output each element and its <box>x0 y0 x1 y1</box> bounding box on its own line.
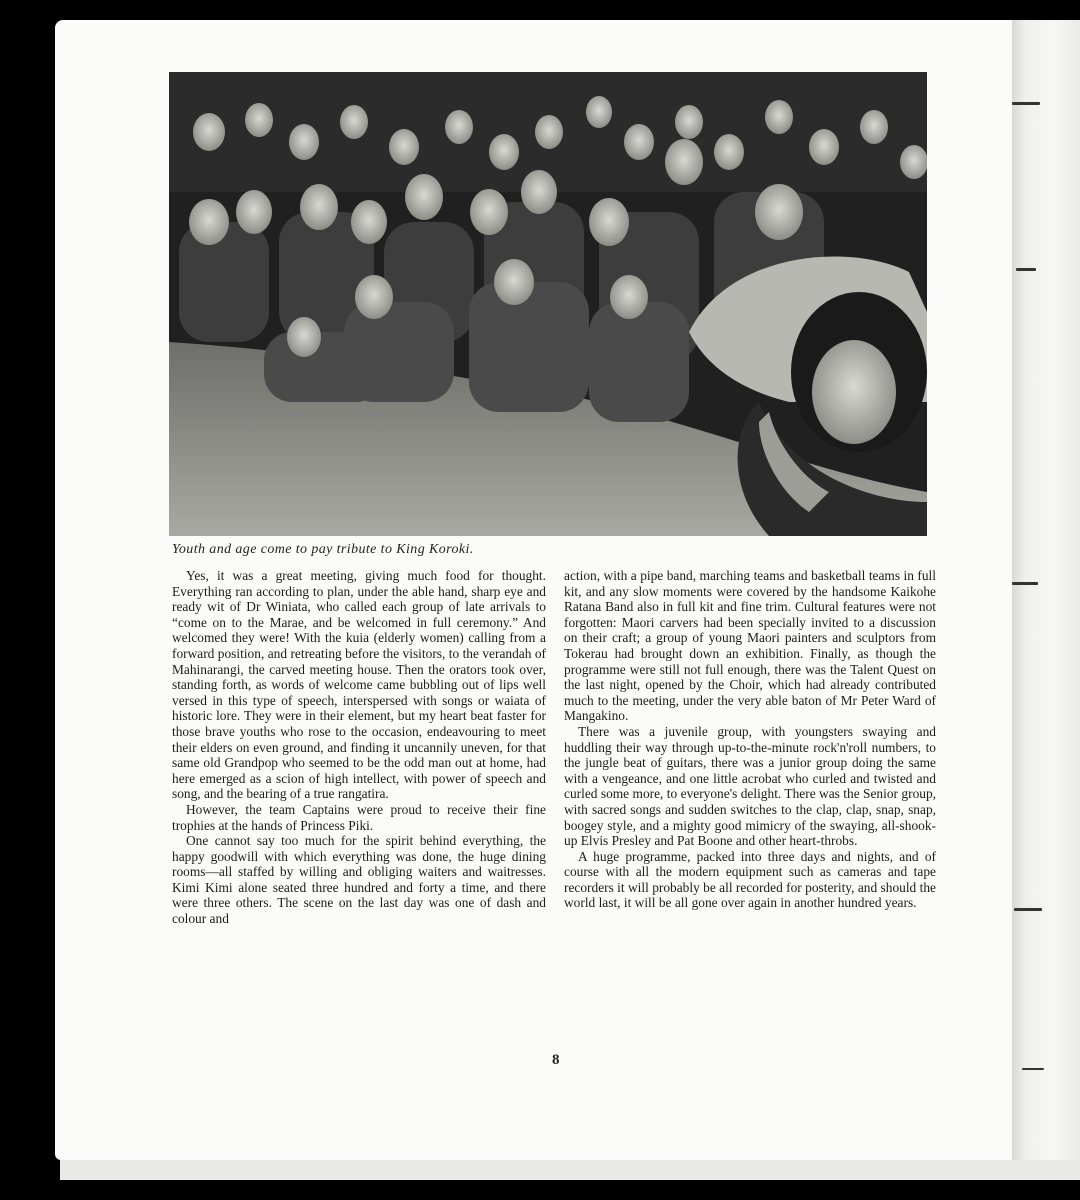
article-paragraph: One cannot say too much for the spirit behind everything, the happy goodwill with which everything was done, the huge dining rooms—all staffed by willing and obliging waiters and waitresses. Kimi Kimi alone seated three hundred and forty a time, and there were three others. The scene on the last day was one of dash and colour and <box>172 833 546 927</box>
article-paragraph-continued: action, with a pipe band, marching teams and basketball teams in full kit, and any slow moments were covered by the handsome Kaikohe Ratana Band also in full kit and fine trim. Cultural features were not forgotten: Maori carvers had been specially invited to a discussion on their craft; a group of young Maori painters and sculptors from Tokerau had brought down an exhibition. Finally, as though the programme were still not full enough, there was the Talent Quest on the last night, opened by the Choir, which had already contributed much to the meeting, under the very able baton of Mr Peter Ward of Mangakino. <box>564 568 936 724</box>
edge-ink-mark <box>1012 582 1038 585</box>
facing-page-edge <box>1012 20 1080 1180</box>
edge-ink-mark <box>1016 268 1036 271</box>
page-bottom-edge <box>60 1160 1080 1180</box>
photo-caption: Youth and age come to pay tribute to King Koroki. <box>172 542 474 557</box>
article-paragraph: A huge programme, packed into three days and nights, and of course with all the modern equipment such as cameras and tape recorders it will probably be all recorded for posterity, and should the world last, it will be all gone over again in another hundred years. <box>564 848 936 911</box>
article-paragraph: However, the team Captains were proud to receive their fine trophies at the hands of Princess Piki. <box>172 801 546 833</box>
article-paragraph: Yes, it was a great meeting, giving much food for thought. Everything ran according to plan, under the able hand, sharp eye and ready wit of Dr Winiata, who called each group of late arrivals to “come on to the Marae, and be welcomed in full ceremony.” And welcomed they were! With the kuia (elderly women) calling from a forward position, and retreating before the visitors, to the verandah of Mahinarangi, the carved meeting house. Then the orators took over, standing forth, as words of welcome came bubbling out of lips well versed in this type of speech, interspersed with songs or waiata of historic lore. They were in their element, but my heart beat faster for those brave youths who rose to the occasion, endeavouring to meet their elders on even ground, and finding it uncannily uneven, for that same old Grandpop who seemed to be the odd man out at home, had here emerged as a scion of high intellect, with power of speech and song, and the bearing of a true rangatira. <box>172 568 546 802</box>
edge-ink-mark <box>1014 908 1042 911</box>
edge-ink-mark <box>1022 1068 1044 1070</box>
crowd-photo <box>169 72 927 536</box>
article-paragraph: There was a juvenile group, with youngsters swaying and huddling their way through up-to-the-minute rock'n'roll numbers, to the jungle beat of guitars, there was a junior group doing the same with a vengeance, and one little acrobat who curled and twisted and curled some more, to everyone's delight. There was the Senior group, with sacred songs and sudden switches to the clap, clap, snap, snap, boogey style, and a mighty good mimicry of the swaying, all-shook-up Elvis Presley and Pat Boone and other heart-throbs. <box>564 723 936 849</box>
article-column-left <box>172 568 546 927</box>
article-column-right <box>564 568 936 911</box>
magazine-page <box>55 20 1015 1160</box>
edge-ink-mark <box>1012 102 1040 105</box>
page-number: 8 <box>552 1052 560 1068</box>
crowd-photo-illustration <box>169 72 927 536</box>
